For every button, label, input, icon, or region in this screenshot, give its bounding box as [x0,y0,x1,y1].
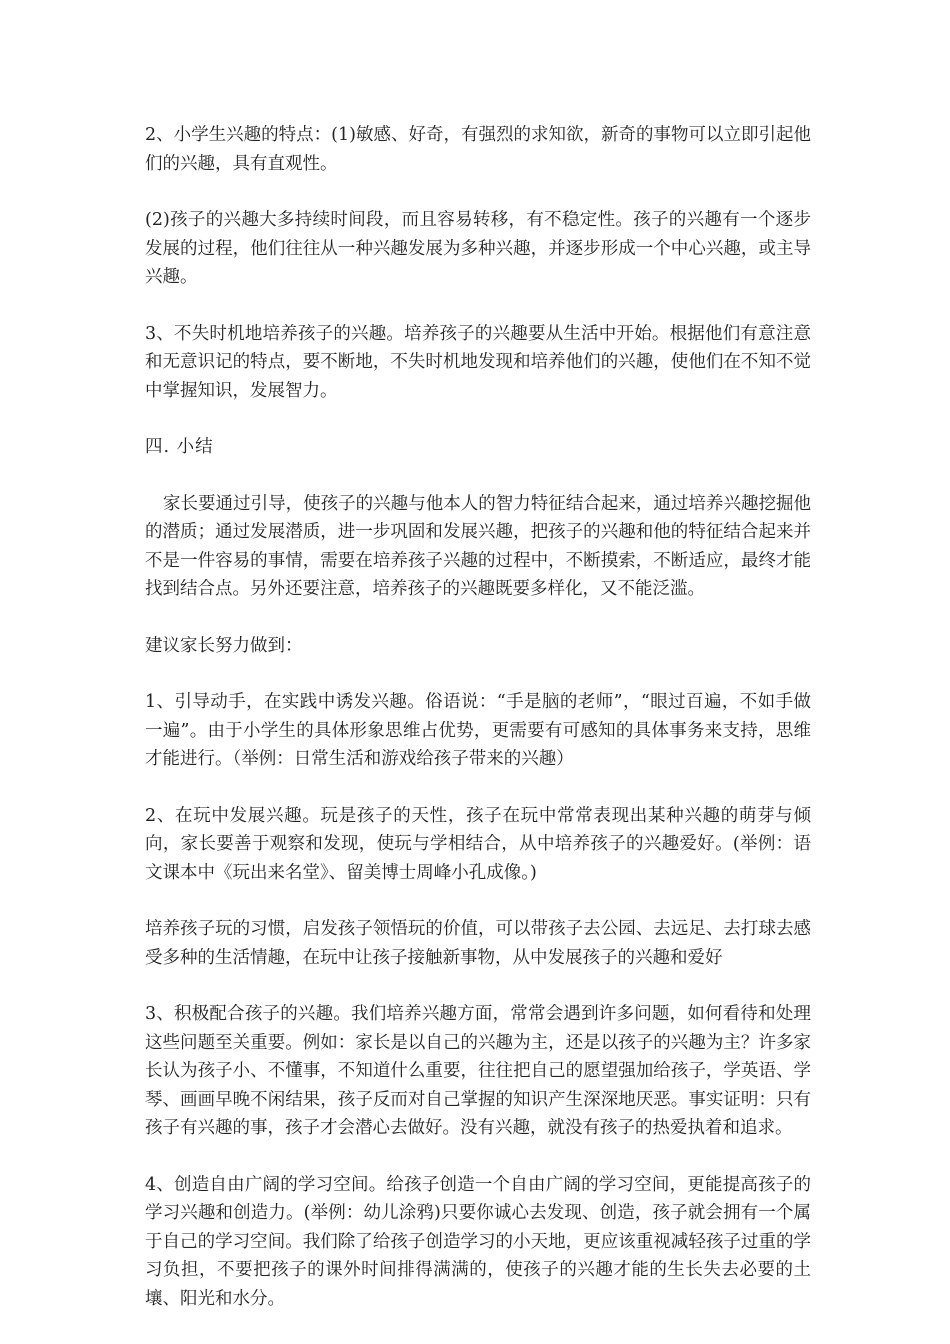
paragraph-suggestion-2: 2、在玩中发展兴趣。玩是孩子的天性，孩子在玩中常常表现出某种兴趣的萌芽与倾向，家长要善于观察和发现，使玩与学相结合，从中培养孩子的兴趣爱好。(举例：语文课本中《玩出来名堂》、留美博士周峰小孔成像。) [145,805,811,883]
paragraph-suggestion-4: 4、创造自由广阔的学习空间。给孩子创造一个自由广阔的学习空间，更能提高孩子的学习兴趣和创造力。(举例：幼儿涂鸦)只要你诚心去发现、创造，孩子就会拥有一个属于自己的学习空间。我们除了给孩子创造学习的小天地，更应该重视减轻孩子过重的学习负担，不要把孩子的课外时间排得满满的，使孩子的兴趣才能的生长失去必要的土壤、阳光和水分。 [145,1174,811,1309]
document-body [145,121,811,1341]
paragraph-interest-instability: (2)孩子的兴趣大多持续时间段，而且容易转移，有不稳定性。孩子的兴趣有一个逐步发展的过程，他们往往从一种兴趣发展为多种兴趣，并逐步形成一个中心兴趣，或主导兴趣。 [145,210,811,287]
paragraph-play-habits: 培养孩子玩的习惯，启发孩子领悟玩的价值，可以带孩子去公园、去远足、去打球去感受多种的生活情趣，在玩中让孩子接触新事物，从中发展孩子的兴趣和爱好 [145,919,811,968]
paragraph-timely-cultivation: 3、不失时机地培养孩子的兴趣。培养孩子的兴趣要从生活中开始。根据他们有意注意和无意识记的特点，要不断地，不失时机地发现和培养他们的兴趣，使他们在不知不觉中掌握知识，发展智力。 [145,323,811,401]
paragraph-suggestions-intro: 建议家长努力做到： [145,635,303,656]
paragraph-suggestion-1: 1、引导动手，在实践中诱发兴趣。俗语说：“手是脑的老师”，“眼过百遍，不如手做一遍”。由于小学生的具体形象思维占优势，更需要有可感知的具体事务来支持，思维才能进行。（举例：日常生活和游戏给孩子带来的兴趣） [145,692,811,769]
paragraph-suggestion-3: 3、积极配合孩子的兴趣。我们培养兴趣方面，常常会遇到许多问题，如何看待和处理这些问题至关重要。例如：家长是以自己的兴趣为主，还是以孩子的兴趣为主？许多家长认为孩子小、不懂事，不知道什么重要，往往把自己的愿望强加给孩子，学英语、学琴、画画早晚不闲结果，孩子反而对自己掌握的知识产生深深地厌恶。事实证明：只有孩子有兴趣的事，孩子才会潜心去做好。没有兴趣，就没有孩子的热爱执着和追求。 [145,1004,811,1138]
section-heading-summary: 四. 小结 [145,437,214,457]
paragraph-interest-traits: 2、小学生兴趣的特点：(1)敏感、好奇，有强烈的求知欲，新奇的事物可以立即引起他们的兴趣，具有直观性。 [145,125,811,174]
paragraph-summary: 家长要通过引导，使孩子的兴趣与他本人的智力特征结合起来，通过培养兴趣挖掘他的潜质；通过发展潜质，进一步巩固和发展兴趣，把孩子的兴趣和他的特征结合起来并不是一件容易的事情，需要在培养孩子兴趣的过程中，不断摸索，不断适应，最终才能找到结合点。另外还要注意，培养孩子的兴趣既要多样化，又不能泛滥。 [145,493,811,599]
